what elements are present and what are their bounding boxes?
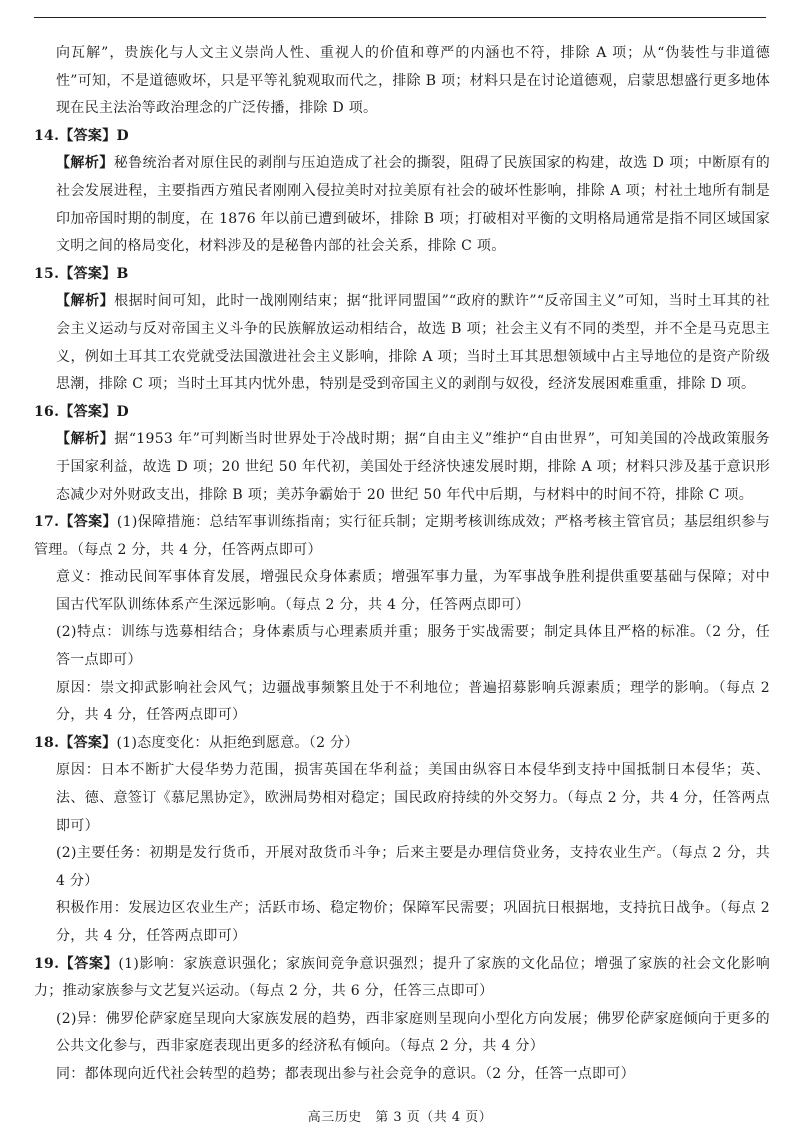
question-14-explanation: 【解析】秘鲁统治者对原住民的剥削与压迫造成了社会的撕裂，阻碍了民族国家的构建，故选 D 项；中断原有的社会发展进程，主要指西方殖民者刚刚入侵拉美时对拉美原有社会的破坏性影响，排除 A 项；村社土地所有制是印加帝国时期的制度，在 1876 年以前已遭到破坏，排除 B 项；打破相对平衡的文明格局通常是指不同区域国家文明之间的格局变化，材料涉及的是秘鲁内部的社会关系，排除 C 项。 [56,155,770,255]
content [34,40,770,1089]
question-17-line: 原因：崇文抑武影响社会风气；边疆战事频繁且处于不利地位；普遍招募影响兵源素质；理学的影响。（每点 2 分，共 4 分，任答两点即可） [56,679,770,724]
question-17-line: 意义：推动民间军事体育发展，增强民众身体素质；增强军事力量，为军事战争胜利提供重要基础与保障；对中国古代军队训练体系产生深远影响。（每点 2 分，共 4 分，任答两点即可） [56,569,770,613]
question-14-answer: 14.【答案】D [34,127,129,144]
question-16-explanation: 【解析】据“1953 年”可判断当时世界处于冷战时期；据“自由主义”维护“自由世界”，可知美国的冷战政策服务于国家利益，故选 D 项；20 世纪 50 年代初，美国处于经济快速发展时期，排除 A 项；材料只涉及基于意识形态减少对外财政支出，排除 B 项；美苏争霸始于 20 世纪 50 年代中后期，与材料中的时间不符，排除 C 项。 [56,431,770,503]
intro-paragraph: 向瓦解”，贵族化与人文主义崇尚人性、重视人的价值和尊严的内涵也不符，排除 A 项；从“伪装性与非道德性”可知，不是道德败坏，只是平等礼貌观取而代之，排除 B 项；材料只是在讨论道德观，启蒙思想盛行更多地体现在民主法治等政治理念的广泛传播，排除 D 项。 [56,45,770,117]
question-16-answer: 16.【答案】D [34,403,129,420]
question-19-answer: 19.【答案】(1)影响：家族意识强化；家族间竞争意识强烈；提升了家族的文化品位；增强了家族的社会文化影响力；推动家族参与文艺复兴运动。（每点 2 分，共 6 分，任答三点即可） [34,955,770,1000]
header-rule [34,17,766,18]
question-17-line: (2)特点：训练与选募相结合；身体素质与心理素质并重；服务于实战需要；制定具体且严格的标准。（2 分，任答一点即可） [56,624,770,669]
question-19-line: 同：都体现向近代社会转型的趋势；都表现出参与社会竞争的意识。（2 分，任答一点即可） [56,1065,635,1082]
question-17-answer: 17.【答案】(1)保障措施：总结军事训练指南；实行征兵制；定期考核训练成效；严格考核主管官员；基层组织参与管理。（每点 2 分，共 4 分，任答两点即可） [34,514,770,558]
question-18-answer: 18.【答案】(1)态度变化：从拒绝到愿意。（2 分） [34,734,359,751]
question-15-explanation: 【解析】根据时间可知，此时一战刚刚结束；据“批评同盟国”“政府的默许”“反帝国主义”可知，当时土耳其的社会主义运动与反对帝国主义斗争的民族解放运动相结合，故选 B 项；社会主义有不同的类型，并不全是马克思主义，例如土耳其工农党就受法国激进社会主义影响，排除 A 项；当时土耳其思想领域中占主导地位的是资产阶级思潮，排除 C 项；当时土耳其内忧外患，特别是受到帝国主义的剥削与奴役，经济发展困难重重，排除 D 项。 [56,293,770,393]
question-18-line: 原因：日本不断扩大侵华势力范围，损害英国在华利益；美国由纵容日本侵华到支持中国抵制日本侵华；英、法、德、意签订《慕尼黑协定》，欧洲局势相对稳定；国民政府持续的外交努力。（每点 2 分，共 4 分，任答两点即可） [56,762,770,834]
page-footer: 高三历史 第 3 页（共 4 页） [307,1110,493,1125]
question-15-answer: 15.【答案】B [34,265,129,282]
question-18-line: 积极作用：发展边区农业生产；活跃市场、稳定物价；保障军民需要；巩固抗日根据地，支持抗日战争。（每点 2 分，共 4 分，任答两点即可） [56,900,770,944]
question-18-line: (2)主要任务：初期是发行货币，开展对敌货币斗争；后来主要是办理信贷业务，支持农业生产。（每点 2 分，共 4 分） [56,845,770,889]
question-19-line: (2)异：佛罗伦萨家庭呈现向大家族发展的趋势，西非家庭则呈现向小型化方向发展；佛罗伦萨家庭倾向于更多的公共文化参与，西非家庭表现出更多的经济私有倾向。（每点 2 分，共 4 分） [56,1010,770,1055]
